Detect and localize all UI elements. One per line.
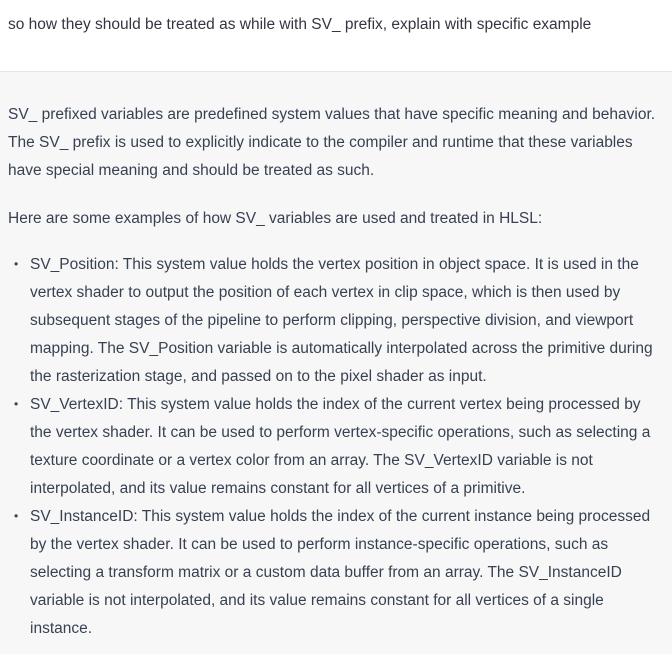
user-message: [0, 0, 672, 72]
list-item-text: SV_InstanceID: This system value holds the index of the current instance being processed by the vertex shader. It can be used to perform instance-specific operations, such as selecting a transform matrix or a custom data buffer from an array. The SV_InstanceID variable is not interpolated, and its value remains constant for all vertices of a single instance.: [30, 508, 651, 637]
bullet-icon: •: [14, 257, 19, 271]
bullet-list: [8, 251, 664, 643]
assistant-paragraph-2: Here are some examples of how SV_ variables are used and treated in HLSL:: [8, 210, 543, 227]
list-item: [8, 503, 664, 643]
list-item-text: SV_VertexID: This system value holds the index of the current vertex being processed by the vertex shader. It can be used to perform vertex-specific operations, such as selecting a texture coordinate or a vertex color from an array. The SV_VertexID variable is not interpolated, and its value remains constant for all vertices of a primitive.: [30, 396, 651, 497]
list-item: [8, 391, 664, 503]
assistant-message: [0, 72, 672, 643]
bullet-icon: •: [14, 509, 19, 523]
assistant-paragraph-1: SV_ prefixed variables are predefined system values that have specific meaning and behavior. The SV_ prefix is used to explicitly indicate to the compiler and runtime that these variables have special meaning and should be treated as such.: [8, 106, 656, 179]
user-message-text: so how they should be treated as while with SV_ prefix, explain with specific example: [8, 16, 592, 33]
bullet-icon: •: [14, 397, 19, 411]
list-item: [8, 251, 664, 391]
list-item-text: SV_Position: This system value holds the vertex position in object space. It is used in the vertex shader to output the position of each vertex in clip space, which is then used by subsequent stages of the pipeline to perform clipping, perspective division, and viewport mapping. The SV_Position variable is automatically interpolated across the primitive during the rasterization stage, and passed on to the pixel shader as input.: [30, 256, 653, 385]
